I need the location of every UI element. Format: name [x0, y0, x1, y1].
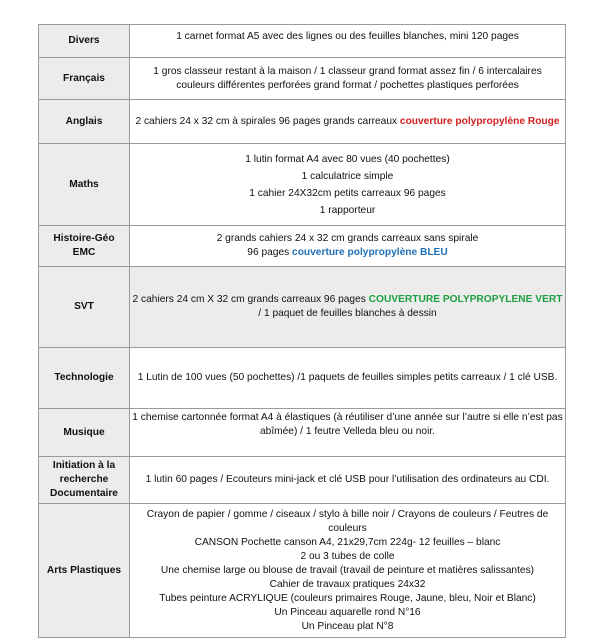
- items-cell: 1 lutin 60 pages / Ecouteurs mini-jack et clé USB pour l’utilisation des ordinateurs au CDI.: [130, 457, 566, 504]
- subject-cell: Arts Plastiques: [39, 504, 130, 638]
- items-cell: 2 cahiers 24 cm X 32 cm grands carreaux 96 pages COUVERTURE POLYPROPYLENE VERT / 1 paquet de feuilles blanches à dessin: [130, 267, 566, 348]
- items-cell: 1 chemise cartonnée format A4 à élastiques (à réutiliser d’une année sur l’autre si elle n’est pas abîmée) / 1 feutre Velleda bleu ou noir.: [130, 409, 566, 457]
- items-cell: Crayon de papier / gomme / ciseaux / stylo à bille noir / Crayons de couleurs / Feutres de couleurs CANSON Pochette canson A4, 21x29,7cm 224g- 12 feuilles – blanc 2 ou 3 tubes de colle Une chemise large ou blouse de travail (travail de peinture et matières salissantes) Cahier de travaux pratiques 24x32 Tubes peinture ACRYLIQUE (couleurs primaires Rouge, Jaune, bleu, Noir et Blanc) Un Pinceau aquarelle rond N°16 Un Pinceau plat N°8: [130, 504, 566, 638]
- subject-cell: Anglais: [39, 100, 130, 144]
- table-row: [39, 25, 566, 58]
- cover-color-highlight: COUVERTURE POLYPROPYLENE VERT: [368, 294, 563, 305]
- items-cell: 2 cahiers 24 x 32 cm à spirales 96 pages grands carreaux couverture polypropylène Rouge: [130, 100, 566, 144]
- table-row: [39, 409, 566, 457]
- table-row: [39, 58, 566, 100]
- cover-color-highlight: couverture polypropylène Rouge: [399, 115, 560, 127]
- subject-cell: Musique: [39, 409, 130, 457]
- items-cell: 1 carnet format A5 avec des lignes ou des feuilles blanches, mini 120 pages: [130, 25, 566, 58]
- table-row: [39, 504, 566, 638]
- table-row: [39, 457, 566, 504]
- items-cell: 2 grands cahiers 24 x 32 cm grands carreaux sans spirale 96 pages couverture polypropylène BLEU: [130, 226, 566, 267]
- subject-cell: SVT: [39, 267, 130, 348]
- subject-cell: Technologie: [39, 348, 130, 409]
- subject-cell: Initiation à la recherche Documentaire: [39, 457, 130, 504]
- table-row: [39, 100, 566, 144]
- subject-cell: Maths: [39, 144, 130, 226]
- supplies-table: [38, 24, 566, 638]
- cover-color-highlight: couverture polypropylène BLEU: [292, 247, 448, 258]
- table-row: [39, 144, 566, 226]
- items-cell: 1 lutin format A4 avec 80 vues (40 pochettes) 1 calculatrice simple 1 cahier 24X32cm petits carreaux 96 pages 1 rapporteur: [130, 144, 566, 226]
- subject-cell: Divers: [39, 25, 130, 58]
- subject-cell: Histoire-Géo EMC: [39, 226, 130, 267]
- subject-cell: Français: [39, 58, 130, 100]
- table-row: [39, 267, 566, 348]
- items-cell: 1 Lutin de 100 vues (50 pochettes) /1 paquets de feuilles simples petits carreaux / 1 clé USB.: [130, 348, 566, 409]
- items-cell: 1 gros classeur restant à la maison / 1 classeur grand format assez fin / 6 intercalaires couleurs différentes perforées grand format / pochettes plastiques perforées: [130, 58, 566, 100]
- table-row: [39, 348, 566, 409]
- table-row: [39, 226, 566, 267]
